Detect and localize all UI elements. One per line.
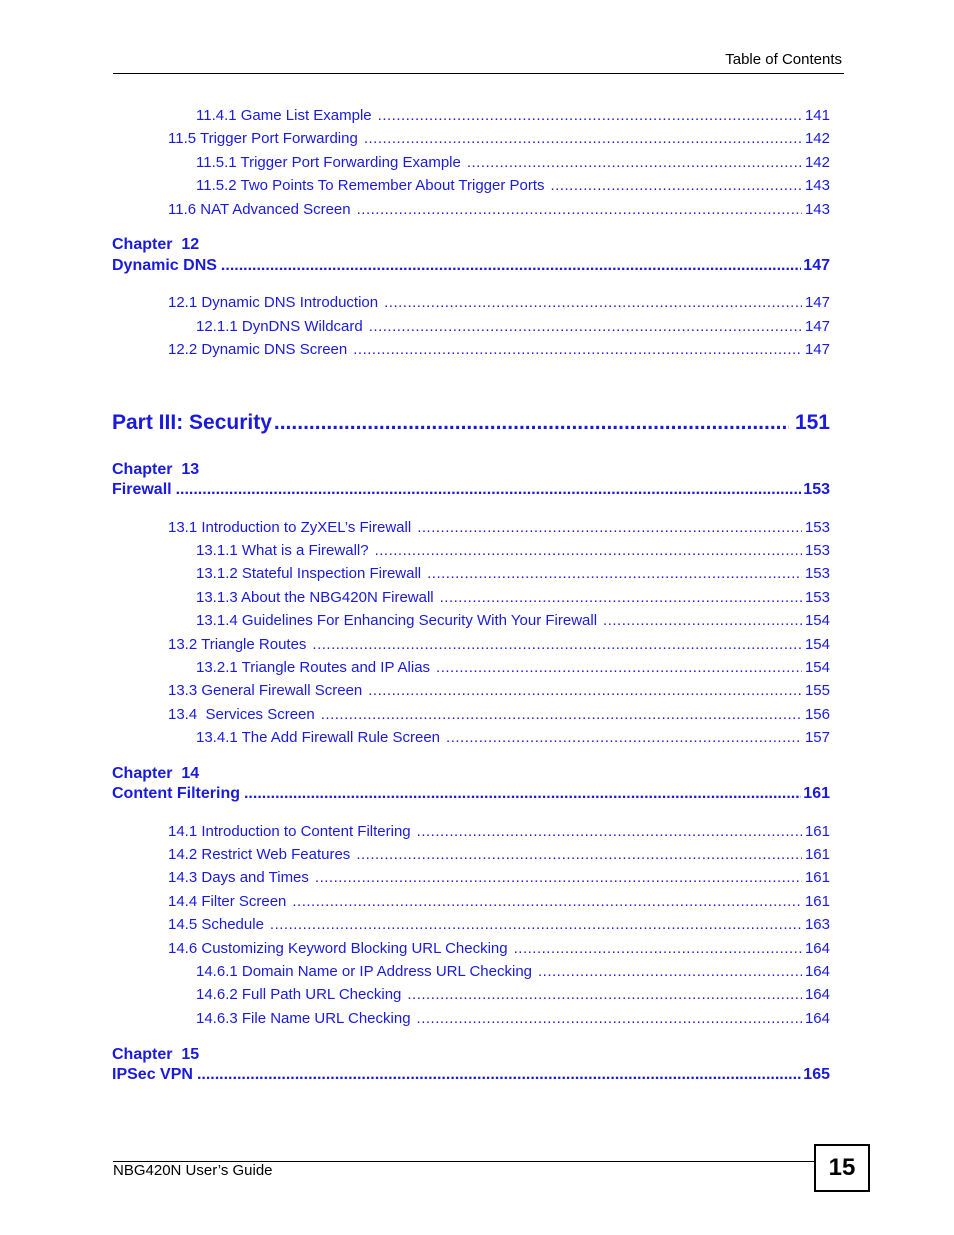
- toc-entry[interactable]: [168, 893, 830, 910]
- dot-leader: [197, 1066, 801, 1084]
- toc-entry-page: 161: [804, 846, 830, 863]
- page-number: 15: [814, 1144, 870, 1192]
- toc-entry[interactable]: [168, 201, 830, 218]
- toc-entry-page: 164: [804, 963, 830, 980]
- chapter-page: 165: [803, 1066, 830, 1083]
- chapter-page: 147: [803, 257, 830, 274]
- chapter-label[interactable]: Chapter 12: [112, 236, 200, 253]
- dot-leader: [375, 542, 802, 559]
- toc-entry-page: 154: [804, 659, 830, 676]
- toc-entry-page: 161: [804, 823, 830, 840]
- toc-entry-page: 164: [804, 986, 830, 1003]
- dot-leader: [221, 257, 801, 275]
- toc-entry-title: 13.2 Triangle Routes: [168, 636, 307, 653]
- running-header: Table of Contents: [725, 51, 842, 68]
- toc-entry-page: 153: [804, 519, 830, 536]
- chapter-page: 161: [803, 785, 830, 802]
- dot-leader: [176, 481, 802, 499]
- toc-entry[interactable]: [196, 986, 830, 1003]
- chapter-entry[interactable]: [112, 257, 830, 275]
- dot-leader: [551, 177, 802, 194]
- toc-entry-title: 14.6 Customizing Keyword Blocking URL Checking: [168, 940, 508, 957]
- toc-entry-title: 13.1 Introduction to ZyXEL’s Firewall: [168, 519, 412, 536]
- toc-entry[interactable]: [196, 659, 830, 676]
- toc-entry-title: 11.5.1 Trigger Port Forwarding Example: [196, 154, 461, 171]
- dot-leader: [384, 294, 802, 311]
- chapter-entry[interactable]: [112, 785, 830, 803]
- toc-entry[interactable]: [196, 963, 830, 980]
- toc-entry-page: 163: [804, 916, 830, 933]
- toc-entry[interactable]: [168, 519, 830, 536]
- toc-entry-title: 13.1.3 About the NBG420N Firewall: [196, 589, 434, 606]
- toc-entry[interactable]: [196, 729, 830, 746]
- toc-entry[interactable]: [196, 177, 830, 194]
- dot-leader: [446, 729, 802, 746]
- dot-leader: [356, 846, 802, 863]
- toc-entry[interactable]: [168, 130, 830, 147]
- toc-entry-page: 154: [804, 612, 830, 629]
- toc-entry-title: 13.1.2 Stateful Inspection Firewall: [196, 565, 422, 582]
- dot-leader: [378, 107, 802, 124]
- chapter-title: Content Filtering: [112, 785, 240, 802]
- toc-entry-page: 164: [804, 1010, 830, 1027]
- toc-entry[interactable]: [168, 636, 830, 653]
- toc-entry-title: 12.1 Dynamic DNS Introduction: [168, 294, 379, 311]
- toc-entry-page: 164: [804, 940, 830, 957]
- dot-leader: [417, 519, 802, 536]
- toc-entry-page: 142: [804, 130, 830, 147]
- dot-leader: [353, 341, 802, 358]
- toc-entry-title: 13.2.1 Triangle Routes and IP Alias: [196, 659, 431, 676]
- dot-leader: [417, 823, 802, 840]
- toc-entry[interactable]: [168, 916, 830, 933]
- dot-leader: [538, 963, 802, 980]
- dot-leader: [603, 612, 802, 629]
- toc-entry-page: 154: [804, 636, 830, 653]
- toc-entry[interactable]: [168, 846, 830, 863]
- chapter-title: Dynamic DNS: [112, 257, 217, 274]
- toc-entry-title: 13.3 General Firewall Screen: [168, 682, 363, 699]
- toc-entry-page: 156: [804, 706, 830, 723]
- toc-entry[interactable]: [196, 1010, 830, 1027]
- toc-entry-page: 141: [804, 107, 830, 124]
- toc-entry-page: 161: [804, 869, 830, 886]
- dot-leader: [315, 869, 802, 886]
- toc-entry-page: 147: [804, 341, 830, 358]
- toc-entry-page: 153: [804, 542, 830, 559]
- dot-leader: [436, 659, 802, 676]
- toc-entry-page: 147: [804, 294, 830, 311]
- toc-entry-title: 14.6.2 Full Path URL Checking: [196, 986, 402, 1003]
- dot-leader: [312, 636, 802, 653]
- toc-entry-page: 153: [804, 589, 830, 606]
- chapter-entry[interactable]: [112, 481, 830, 499]
- toc-entry-title: 14.3 Days and Times: [168, 869, 309, 886]
- dot-leader: [407, 986, 802, 1003]
- dot-leader: [244, 785, 801, 803]
- chapter-title: IPSec VPN: [112, 1066, 193, 1083]
- toc-entry-page: 143: [804, 177, 830, 194]
- dot-leader: [427, 565, 802, 582]
- part-entry[interactable]: [112, 411, 830, 435]
- dot-leader: [357, 201, 802, 218]
- toc-entry-title: 13.4.1 The Add Firewall Rule Screen: [196, 729, 441, 746]
- toc-entry-page: 157: [804, 729, 830, 746]
- dot-leader: [467, 154, 802, 171]
- dot-leader: [514, 940, 802, 957]
- toc-entry[interactable]: [196, 612, 830, 629]
- chapter-entry[interactable]: [112, 1066, 830, 1084]
- toc-entry-title: 12.2 Dynamic DNS Screen: [168, 341, 348, 358]
- toc-entry-title: 14.4 Filter Screen: [168, 893, 287, 910]
- toc-entry-page: 143: [804, 201, 830, 218]
- part-page: 151: [794, 411, 830, 434]
- toc-entry[interactable]: [168, 869, 830, 886]
- dot-leader: [440, 589, 802, 606]
- dot-leader: [364, 130, 802, 147]
- toc-entry-title: 13.1.4 Guidelines For Enhancing Security With Your Firewall: [196, 612, 598, 629]
- toc-entry[interactable]: [196, 565, 830, 582]
- toc-entry-title: 14.6.3 File Name URL Checking: [196, 1010, 411, 1027]
- toc-entry[interactable]: [196, 542, 830, 559]
- footer-guide-title: NBG420N User’s Guide: [113, 1162, 273, 1179]
- toc-entry-title: 11.5 Trigger Port Forwarding: [168, 130, 358, 147]
- dot-leader: [321, 706, 802, 723]
- toc-entry[interactable]: [168, 682, 830, 699]
- toc-entry-page: 161: [804, 893, 830, 910]
- dot-leader: [270, 916, 802, 933]
- dot-leader: [368, 682, 802, 699]
- dot-leader: [274, 411, 789, 435]
- toc-entry[interactable]: [196, 154, 830, 171]
- part-title: Part III: Security: [112, 411, 272, 434]
- toc-entry[interactable]: [196, 589, 830, 606]
- toc-entry-title: 14.6.1 Domain Name or IP Address URL Checking: [196, 963, 532, 980]
- dot-leader: [369, 318, 802, 335]
- dot-leader: [292, 893, 802, 910]
- toc-entry[interactable]: [168, 341, 830, 358]
- toc-entry[interactable]: [168, 294, 830, 311]
- toc-entry-title: 13.4 Services Screen: [168, 706, 315, 723]
- toc-entry-page: 147: [804, 318, 830, 335]
- toc-entry[interactable]: [196, 107, 830, 124]
- toc-entry[interactable]: [196, 318, 830, 335]
- dot-leader: [417, 1010, 802, 1027]
- chapter-label[interactable]: Chapter 14: [112, 765, 200, 782]
- chapter-title: Firewall: [112, 481, 172, 498]
- toc-entry-page: 142: [804, 154, 830, 171]
- toc-entry-title: 11.6 NAT Advanced Screen: [168, 201, 351, 218]
- toc-entry[interactable]: [168, 940, 830, 957]
- toc-entry-title: 14.1 Introduction to Content Filtering: [168, 823, 411, 840]
- chapter-label[interactable]: Chapter 13: [112, 461, 200, 478]
- toc-entry-title: 12.1.1 DynDNS Wildcard: [196, 318, 363, 335]
- toc-entry-title: 11.4.1 Game List Example: [196, 107, 372, 124]
- chapter-page: 153: [803, 481, 830, 498]
- toc-entry-title: 14.2 Restrict Web Features: [168, 846, 351, 863]
- toc-entry-title: 13.1.1 What is a Firewall?: [196, 542, 369, 559]
- toc-entry-title: 11.5.2 Two Points To Remember About Trigger Ports: [196, 177, 545, 194]
- toc-entry[interactable]: [168, 706, 830, 723]
- toc-entry[interactable]: [168, 823, 830, 840]
- toc-entry-page: 155: [804, 682, 830, 699]
- toc-entry-title: 14.5 Schedule: [168, 916, 264, 933]
- chapter-label[interactable]: Chapter 15: [112, 1046, 200, 1063]
- toc-entry-page: 153: [804, 565, 830, 582]
